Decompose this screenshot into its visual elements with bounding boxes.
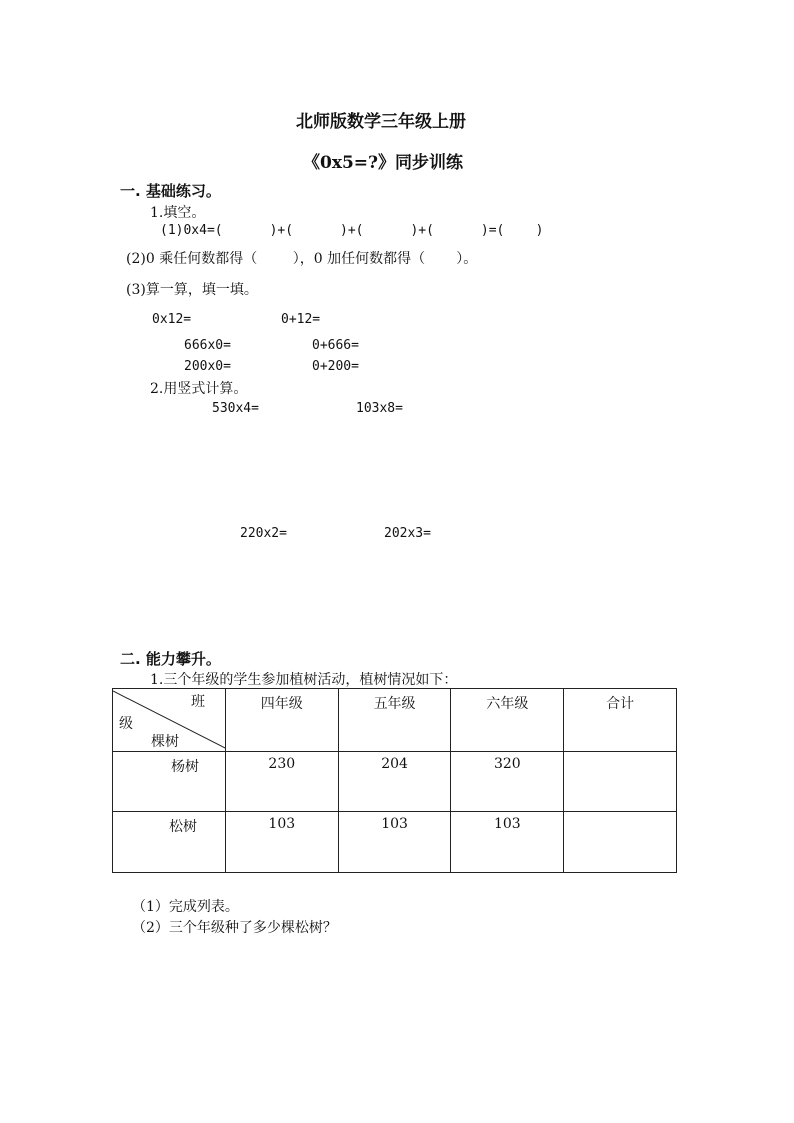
table-header-row xyxy=(113,689,677,752)
table-header-cell: 六年级 xyxy=(451,689,564,752)
table-header-cell: 合计 xyxy=(564,689,677,752)
calc-item: 0+12= xyxy=(281,312,321,327)
question-fill-blank-3: (3)算一算，填一填。 xyxy=(126,282,258,298)
sub-question-1: （1）完成列表。 xyxy=(132,899,239,915)
page-subtitle: 《0x5=?》同步训练 xyxy=(303,153,463,173)
table-cell: 103 xyxy=(225,812,338,873)
vertical-calc-item: 202x3= xyxy=(384,526,431,541)
question-fill-blank-1: (1)0x4=( )+( )+( )+( )=( ) xyxy=(160,223,544,238)
tree-planting-table xyxy=(112,688,677,873)
table-cell: 320 xyxy=(451,752,564,812)
vertical-calc-item: 530x4= xyxy=(212,401,259,416)
vertical-calc-item: 220x2= xyxy=(240,526,287,541)
table-row xyxy=(113,752,677,812)
calc-item: 0+200= xyxy=(312,359,359,374)
question-tree-planting-text: 1.三个年级的学生参加植树活动，植树情况如下： xyxy=(150,672,458,688)
vertical-calc-item: 103x8= xyxy=(356,401,403,416)
table-cell: 204 xyxy=(338,752,451,812)
section-heading-basic: 一. 基础练习。 xyxy=(120,182,221,200)
table-header-cell: 四年级 xyxy=(225,689,338,752)
table-row xyxy=(113,812,677,873)
table-corner-cell xyxy=(113,689,226,752)
table-header-cell: 五年级 xyxy=(338,689,451,752)
question-vertical-calc-label: 2.用竖式计算。 xyxy=(150,381,248,397)
table-cell-total[interactable] xyxy=(564,752,677,812)
table-cell: 103 xyxy=(338,812,451,873)
section-heading-advanced: 二. 能力攀升。 xyxy=(120,650,221,668)
corner-label-class: 班 xyxy=(191,694,205,710)
corner-label-grade: 级 xyxy=(119,716,133,732)
table-cell-total[interactable] xyxy=(564,812,677,873)
calc-item: 0+666= xyxy=(312,338,359,353)
page-title: 北师版数学三年级上册 xyxy=(296,112,466,132)
calc-item: 0x12= xyxy=(152,312,192,327)
question-fill-blank-label: 1.填空。 xyxy=(150,205,206,221)
table-row-label: 杨树 xyxy=(113,752,226,812)
table-cell: 230 xyxy=(225,752,338,812)
table-row-label: 松树 xyxy=(113,812,226,873)
table-cell: 103 xyxy=(451,812,564,873)
corner-label-trees: 棵树 xyxy=(151,734,179,750)
sub-question-2: （2）三个年级种了多少棵松树？ xyxy=(132,920,337,936)
calc-item: 200x0= xyxy=(184,359,231,374)
question-fill-blank-2: (2)0 乘任何数都得（ ），0 加任何数都得（ ）。 xyxy=(126,251,478,267)
calc-item: 666x0= xyxy=(184,338,231,353)
